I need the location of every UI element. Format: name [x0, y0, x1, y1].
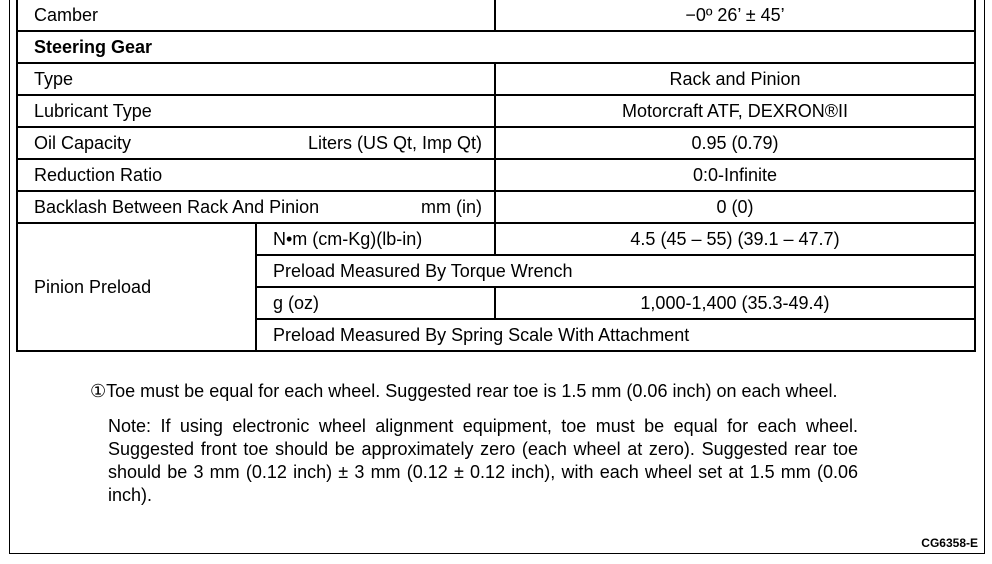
pinion-scale-unit: g (oz): [256, 287, 495, 319]
pinion-torque-note: Preload Measured By Torque Wrench: [256, 255, 975, 287]
backlash-cell: [17, 191, 495, 223]
pinion-torque-unit: N•m (cm-Kg)(lb-in): [256, 223, 495, 255]
pinion-preload-label: Pinion Preload: [17, 223, 256, 351]
table-row: [17, 159, 975, 191]
lubricant-label: Lubricant Type: [17, 95, 495, 127]
reduction-value: 0:0-Infinite: [495, 159, 975, 191]
backlash-unit: mm (in): [421, 196, 482, 217]
oil-capacity-value: 0.95 (0.79): [495, 127, 975, 159]
type-label: Type: [17, 63, 495, 95]
pinion-torque-value: 4.5 (45 – 55) (39.1 – 47.7): [495, 223, 975, 255]
table-row: [17, 95, 975, 127]
table-row: [17, 191, 975, 223]
camber-value: −0º 26’ ± 45’: [495, 0, 975, 31]
lubricant-value: Motorcraft ATF, DEXRON®II: [495, 95, 975, 127]
table-row: [17, 63, 975, 95]
oil-capacity-label: Oil Capacity: [34, 132, 132, 153]
table-row: [17, 127, 975, 159]
table-row: [17, 0, 975, 31]
pinion-scale-value: 1,000-1,400 (35.3-49.4): [495, 287, 975, 319]
oil-capacity-cell: [17, 127, 495, 159]
type-value: Rack and Pinion: [495, 63, 975, 95]
footnotes: [88, 380, 858, 507]
camber-label: Camber: [17, 0, 495, 31]
spec-table: [16, 0, 976, 352]
figure-code: CG6358-E: [921, 536, 978, 550]
table-row: [17, 31, 975, 63]
toe-footnote: ①Toe must be equal for each wheel. Suggested rear toe is 1.5 mm (0.06 inch) on each wheel.: [90, 381, 838, 401]
reduction-label: Reduction Ratio: [17, 159, 495, 191]
backlash-value: 0 (0): [495, 191, 975, 223]
backlash-label: Backlash Between Rack And Pinion: [34, 196, 320, 217]
alignment-note: Note: If using electronic wheel alignment equipment, toe must be equal for each wheel. Suggested front toe should be approximately zero (each wheel at zero). Suggested rear toe should be 3 mm (0.12 inch) ± 3 mm (0.12 ± 0.12 inch), with each wheel set at 1.5 mm (0.06 inch).: [108, 416, 858, 505]
pinion-scale-note: Preload Measured By Spring Scale With Attachment: [256, 319, 975, 351]
table-row: [17, 223, 975, 255]
oil-capacity-unit: Liters (US Qt, Imp Qt): [307, 132, 482, 153]
section-heading: Steering Gear: [17, 31, 975, 63]
